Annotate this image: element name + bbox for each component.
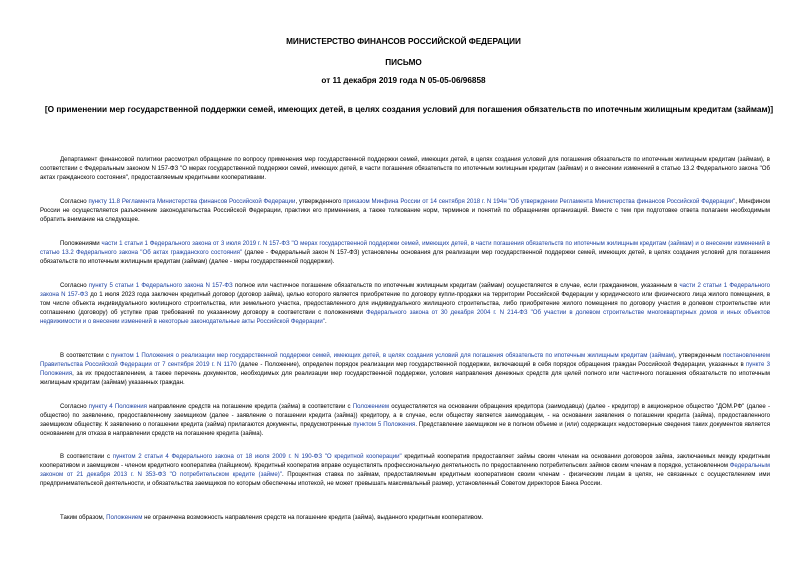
paragraph-text: , утвержденного <box>295 198 344 205</box>
paragraph-text: кредитный кооператив предоставляет займы своим членам на основании договоров займа, заключаемых между кредитным кооперативом и заемщиком - членом кредитного кооператива (пайщиком). Кредитный кооператив вправе осуществлять профессиональную деятельность по предоставлению потребительских займов своим членам в порядке, установленном <box>40 453 771 470</box>
link-federal-law-190[interactable]: пунктом 2 статьи 4 Федерального закона от 18 июля 2009 г. N 190-ФЗ "О кредитной кооперации" <box>112 453 402 460</box>
document-subject: [О применении мер государственной поддержки семей, имеющих детей, в целях создания условий для погашения обязательств по ипотечным жилищным кредитам (займам)] <box>44 104 774 114</box>
paragraph-text: Положениями <box>60 240 102 247</box>
paragraph-text: В соответствии с <box>60 453 113 460</box>
paragraph-2 <box>40 197 770 224</box>
document-date-number: от 11 декабря 2019 года N 05-05-06/96858 <box>321 76 486 85</box>
link-federal-law-157[interactable]: части 1 статьи 1 Федерального закона от 3 июля 2019 г. N 157-ФЗ "О мерах государственной поддержки семей, имеющих детей, в части погашения обязательств по ипотечным жилищным кредитам (займам) и о внесении изменений в статью 13.2 Федерального закона "Об актах гражданского состояния" <box>40 240 771 257</box>
paragraph-7 <box>40 452 770 488</box>
paragraph-text: . Процентная ставка по займам, предоставляемым кредитным кооперативом своим членам - физическим лицам в целях, не связанных с осуществлением ими предпринимательской деятельности, и обязательства заемщиков по которым обеспечены ипотекой, не может превышать максимальный размер, установленный Советом директоров Банка России. <box>40 471 770 488</box>
paragraph-text: Таким образом, <box>60 514 107 521</box>
paragraph-text: В соответствии с <box>60 352 111 359</box>
link-regulation-clause-5[interactable]: пунктом 5 Положения <box>353 421 416 429</box>
link-regulation[interactable]: Положением <box>352 403 390 410</box>
paragraph-text: , за их предоставлением, а также перечень документов, необходимых для реализации мер государственной поддержки, условия направления денежных средств для целей полного или частичного погашения обязательств по ипотечным жилищным кредитам (займам) указанных граждан. <box>40 370 770 387</box>
paragraph-text: (далее - Федеральный закон N 157-ФЗ) установлены основания для реализации мер государственной поддержки семей, имеющих детей, в целях создания условий для погашения обязательств по ипотечным жилищным кредитам (займам) (далее - меры государственной поддержки). <box>40 249 770 266</box>
paragraph-text: Департамент финансовой политики рассмотрел обращение по вопросу применения мер государственной поддержки семей, имеющих детей, в целях создания условий для погашения обязательств по ипотечным жилищным кредитам (займам), в соответствии с Федеральным законом N 157-ФЗ "О мерах государственной поддержки семей, имеющих детей, в части погашения обязательств по ипотечным жилищным кредитам (займам) и о внесении изменений в статью 13.2 Федерального закона "Об актах гражданского состояния", предоставляемым кредитными кооперативами. <box>40 156 770 182</box>
document-type: ПИСЬМО <box>385 58 422 67</box>
link-law-157-clause-5[interactable]: пункту 5 статьи 1 Федерального закона N 157-ФЗ <box>88 282 233 289</box>
paragraph-6 <box>40 402 770 438</box>
paragraph-text: осуществляется на основании обращения кредитора (заимодавца) (далее - кредитор) в акционерное общество "ДОМ.РФ" (далее - общество) по заявлению, предоставленному заемщиком (далее - заявление о погашении кредита (займа)) кредитору, а в случае, если обществу является заимодавцем, - на основании заявления о погашении кредита (займа), предоставленного заемщиком обществу. К заявлению о погашении кредита (займа) прилагаются документы, предусмотренные <box>40 403 770 429</box>
paragraph-text: . Представление заемщиком не в полном объеме и (или) содержащих недостоверные сведения таких документов является основанием для отказа в направлении средств на погашение кредита (займа). <box>40 421 770 438</box>
paragraph-1 <box>40 155 770 182</box>
paragraph-text: , утвержденным <box>674 352 724 359</box>
paragraph-text: направление средств на погашение кредита (займа) в соответствии с <box>146 403 353 410</box>
link-federal-law-214[interactable]: Федерального закона от 30 декабря 2004 г. N 214-ФЗ "Об участии в долевом строительстве многоквартирных домов и иных объектов недвижимости и о внесении изменений в некоторые законодательные акты Российской Федерации" <box>40 309 771 326</box>
link-minfin-order[interactable]: приказом Минфина России от 14 сентября 2018 г. N 194н "Об утверждении Регламента Министерства финансов Российской Федерации" <box>343 198 736 205</box>
link-federal-law-353[interactable]: Федеральным законом от 21 декабря 2013 г. N 353-ФЗ "О потребительском кредите (займе)" <box>40 462 770 479</box>
link-regulation-clause-4[interactable]: пункту 4 Положения <box>88 403 147 410</box>
paragraph-4 <box>40 281 770 326</box>
paragraph-text: Согласно <box>60 282 89 289</box>
paragraph-text: не ограничена возможность направления средств на погашение кредита (займа), выданного кредитным кооперативом. <box>142 514 484 521</box>
ministry-heading: МИНИСТЕРСТВО ФИНАНСОВ РОССИЙСКОЙ ФЕДЕРАЦИИ <box>286 37 521 46</box>
paragraph-8 <box>40 513 770 522</box>
paragraph-5 <box>40 351 770 387</box>
link-regulation-conclusion[interactable]: Положением <box>106 514 143 521</box>
paragraph-3 <box>40 239 770 266</box>
paragraph-text: полное или частичное погашение обязательств по ипотечным жилищным кредитам (займам) осуществляется в случае, если гражданином, указанным в <box>232 282 680 289</box>
link-government-resolution[interactable]: постановлением Правительства Российской Федерации от 7 сентября 2019 г. N 1170 <box>40 352 771 369</box>
paragraph-text: , Минфином России не осуществляется разъяснение законодательства Российской Федерации, практики его применения, а также толкование норм, терминов и понятий по обращениям организаций. Вместе с тем при подготовке ответа полагаем необходимым обратить внимание на следующее. <box>40 198 771 224</box>
paragraph-text: . <box>324 318 327 326</box>
link-regulation-clause[interactable]: пункту 11.8 Регламента Министерства финансов Российской Федерации <box>88 198 296 205</box>
paragraph-text: Согласно <box>60 403 89 410</box>
link-regulation-clause-1[interactable]: пунктом 1 Положения о реализации мер государственной поддержки семей, имеющих детей, в целях создания условий для погашения обязательств по ипотечным жилищным кредитам (займам) <box>111 352 675 359</box>
paragraph-text: Согласно <box>60 198 89 205</box>
link-law-157-part-2[interactable]: части 2 статьи 1 Федерального закона N 157-ФЗ <box>40 282 770 299</box>
paragraph-text: (далее - Положение), определен порядок реализации мер государственной поддержки, включающий в себя порядок обращения граждан Российской Федерации, указанных в <box>236 361 746 369</box>
paragraph-text: до 1 июля 2023 года заключен кредитный договор (договор займа), целью которого является приобретение по договору купли-продажи на территории Российской Федерации у юридического или физического лица жилого помещения, в том числе объекта индивидуального жилищного строительства, или земельного участка, предоставленного для индивидуального жилищного строительства, либо приобретение жилого помещения по договору участия в долевом строительстве или соглашению (договору) об уступке прав требований по указанному договору в соответствии с положениями <box>40 291 770 317</box>
link-regulation-clause-3[interactable]: пункте 3 Положения <box>40 361 771 378</box>
